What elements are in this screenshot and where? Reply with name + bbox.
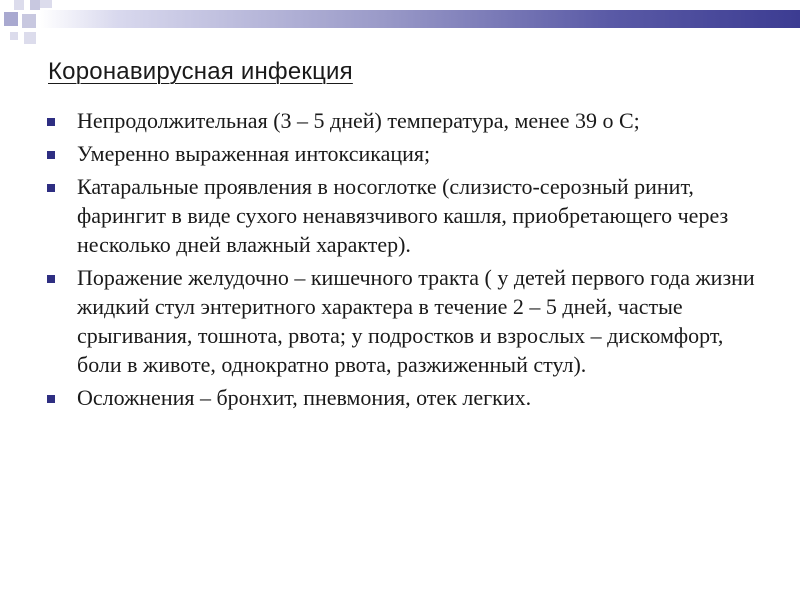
square-bullet-icon xyxy=(47,184,55,192)
bullet-item xyxy=(44,263,764,379)
bullet-item xyxy=(44,172,764,259)
square-bullet-icon xyxy=(47,275,55,283)
bullet-item xyxy=(44,383,764,412)
decor-square xyxy=(30,0,40,10)
header-gradient-bar xyxy=(40,10,800,28)
bullet-text: Умеренно выраженная интоксикация; xyxy=(77,141,431,166)
bullet-item xyxy=(44,139,764,168)
header-decoration xyxy=(0,0,800,48)
decor-square xyxy=(10,32,18,40)
bullet-text: Поражение желудочно – кишечного тракта ( у детей первого года жизни жидкий стул энтеритного характера в течение 2 – 5 дней, частые срыгивания, тошнота, рвота; у подростков и взрослых – дискомфорт, боли в животе, однократно рвота, разжиженный стул). xyxy=(77,265,755,377)
bullet-text: Катаральные проявления в носоглотке (слизисто-серозный ринит, фарингит в виде сухого ненавязчивого кашля, приобретающего через несколько дней влажный характер). xyxy=(77,174,729,257)
square-bullet-icon xyxy=(47,118,55,126)
decor-square xyxy=(40,0,52,8)
bullet-list xyxy=(44,106,764,416)
decor-square xyxy=(14,0,24,10)
decor-square xyxy=(24,32,36,44)
bullet-text: Непродолжительная (3 – 5 дней) температура, менее 39 о С; xyxy=(77,108,640,133)
square-bullet-icon xyxy=(47,395,55,403)
bullet-text: Осложнения – бронхит, пневмония, отек легких. xyxy=(77,385,532,410)
square-bullet-icon xyxy=(47,151,55,159)
bullet-item xyxy=(44,106,764,135)
decor-square xyxy=(22,14,36,28)
decor-square xyxy=(4,12,18,26)
slide-title: Коронавирусная инфекция xyxy=(48,58,353,85)
